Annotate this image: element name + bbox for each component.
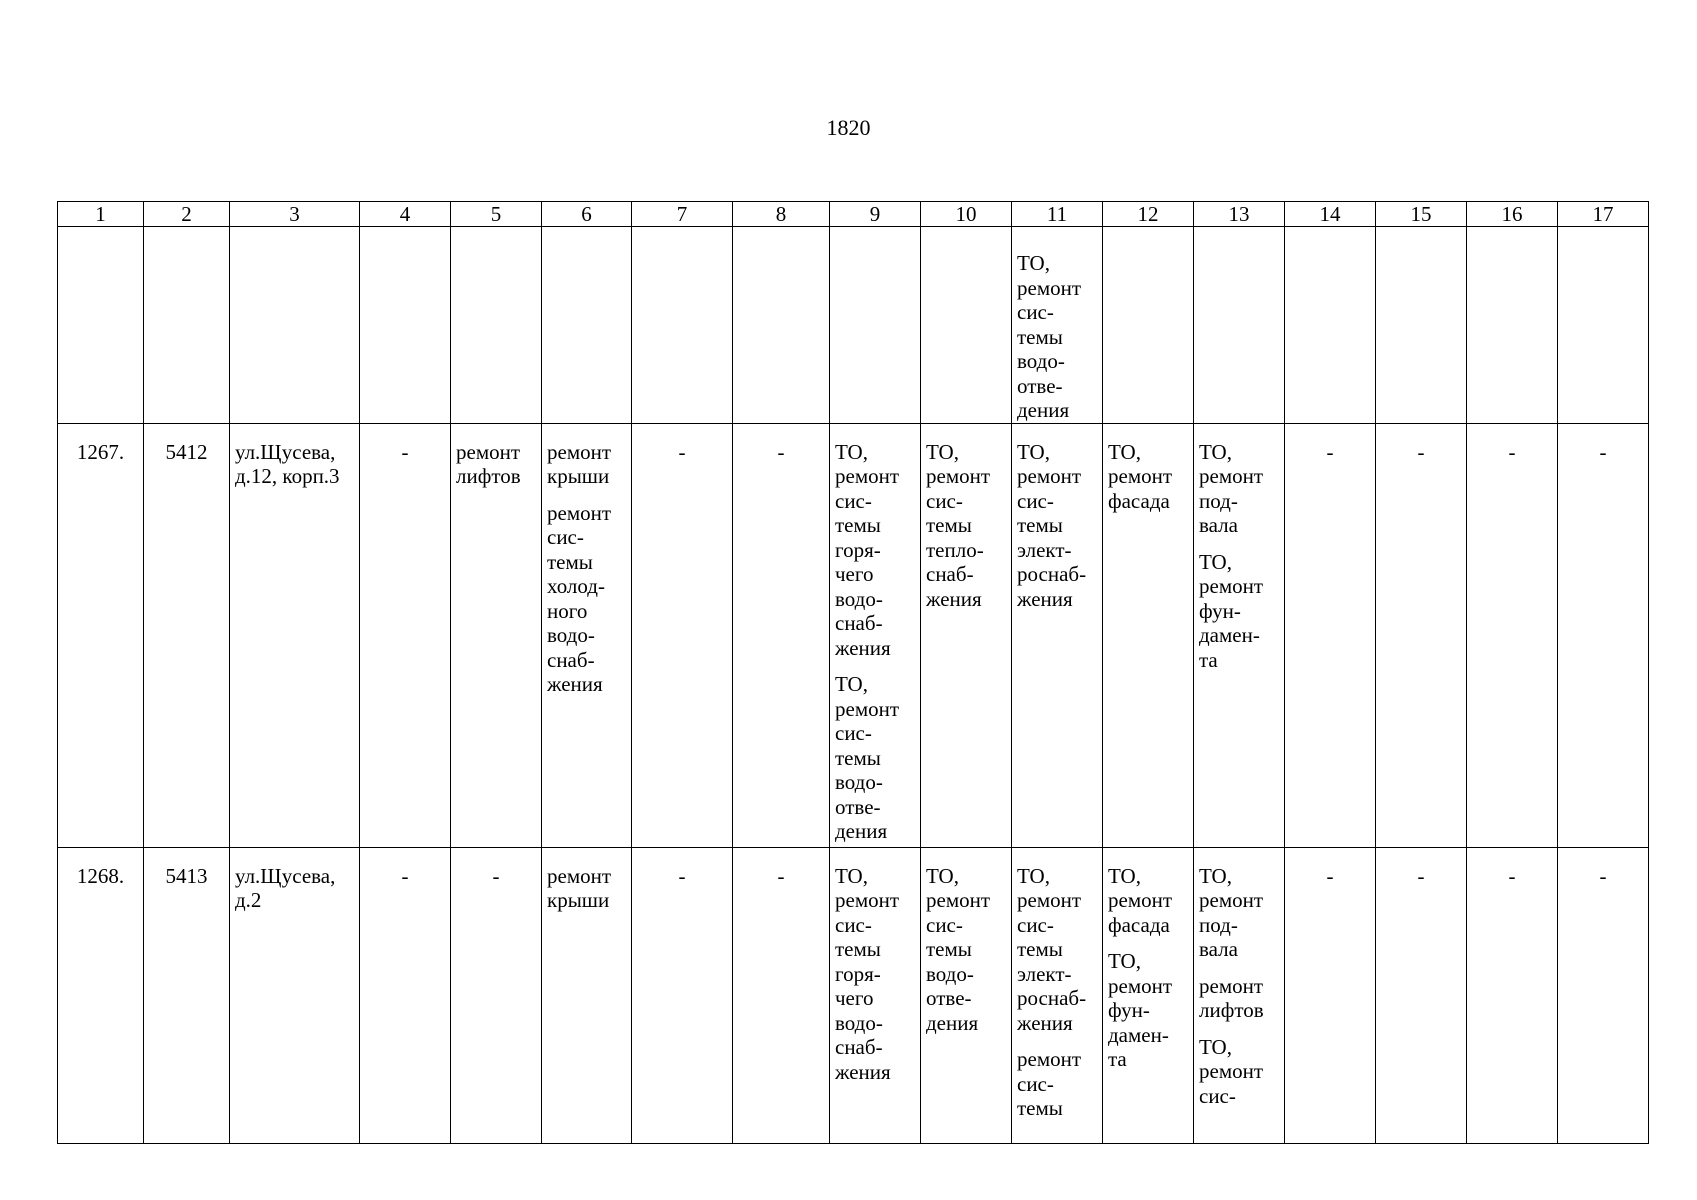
table-cell-col-17	[1558, 847, 1649, 1143]
table-cell-col-6	[542, 423, 632, 847]
table-cell-col-16	[1467, 423, 1558, 847]
table-cell-col-3	[230, 227, 360, 424]
cell-text: ТО, ремонт фасада	[1108, 439, 1173, 513]
table-row	[58, 847, 1649, 1143]
table-cell-col-10	[921, 227, 1012, 424]
repair-schedule-table	[57, 201, 1649, 1144]
cell-text: ТО, ремонт сис- темы водо- отве- дения	[835, 672, 900, 843]
column-header-11: 11	[1012, 202, 1103, 227]
table-cell-col-1	[58, 227, 144, 424]
column-header-4: 4	[360, 202, 451, 227]
column-header-17: 17	[1558, 202, 1649, 227]
column-header-6: 6	[542, 202, 632, 227]
table-cell-col-15	[1376, 227, 1467, 424]
page-number: 1820	[826, 115, 871, 140]
cell-text: ремонт сис- темы	[1017, 1047, 1082, 1120]
cell-text: -	[492, 863, 500, 888]
cell-text: ТО, ремонт сис-	[1199, 1034, 1264, 1108]
cell-text: -	[678, 439, 686, 464]
column-header-1: 1	[58, 202, 144, 227]
cell-text: ТО, ремонт сис- темы горя- чего водо- снаб- жения	[835, 439, 900, 660]
cell-text: ТО, ремонт сис- темы водо- отве- дения	[926, 863, 991, 1035]
cell-text: -	[401, 439, 409, 464]
cell-text: ТО, ремонт фун- дамен- та	[1108, 949, 1173, 1071]
cell-text: 1268.	[76, 863, 125, 888]
cell-text: ремонт сис- темы холод- ного водо- снаб- жения	[547, 500, 612, 696]
table-cell-col-2	[144, 847, 230, 1143]
table-header-row	[58, 202, 1649, 227]
table-cell-col-8	[733, 423, 830, 847]
column-header-16: 16	[1467, 202, 1558, 227]
cell-text: -	[1599, 439, 1607, 464]
table-cell-col-11	[1012, 847, 1103, 1143]
column-header-9: 9	[830, 202, 921, 227]
cell-text: 5412	[165, 439, 208, 464]
table-cell-col-13	[1194, 847, 1285, 1143]
table-cell-col-14	[1285, 227, 1376, 424]
cell-text: ремонт лифтов	[456, 439, 521, 488]
column-header-15: 15	[1376, 202, 1467, 227]
cell-text: -	[1508, 439, 1516, 464]
table-cell-col-6	[542, 847, 632, 1143]
table-cell-col-3	[230, 423, 360, 847]
table-cell-col-9	[830, 227, 921, 424]
table-cell-col-1	[58, 423, 144, 847]
cell-text: -	[1326, 439, 1334, 464]
cell-text: ремонт крыши	[547, 439, 612, 488]
cell-text: ТО, ремонт под- вала	[1199, 439, 1264, 537]
table-cell-col-4	[360, 227, 451, 424]
table-cell-col-4	[360, 847, 451, 1143]
column-header-7: 7	[632, 202, 733, 227]
cell-text: -	[401, 863, 409, 888]
table-cell-col-2	[144, 227, 230, 424]
cell-text: -	[678, 863, 686, 888]
column-header-8: 8	[733, 202, 830, 227]
cell-text: ТО, ремонт фасада	[1108, 863, 1173, 937]
cell-text: -	[1326, 863, 1334, 888]
cell-text: ТО, ремонт сис- темы горя- чего водо- снаб- жения	[835, 863, 900, 1084]
column-header-10: 10	[921, 202, 1012, 227]
column-header-2: 2	[144, 202, 230, 227]
cell-text: ул.Щусева, д.12, корп.3	[235, 439, 340, 488]
table-cell-col-13	[1194, 423, 1285, 847]
table-cell-col-10	[921, 423, 1012, 847]
table-cell-col-11	[1012, 423, 1103, 847]
cell-text: ТО, ремонт сис- темы элект- роснаб- жения	[1017, 863, 1087, 1035]
cell-text: ремонт лифтов	[1199, 973, 1264, 1022]
column-header-14: 14	[1285, 202, 1376, 227]
table-cell-col-8	[733, 847, 830, 1143]
table-cell-col-1	[58, 847, 144, 1143]
table-cell-col-17	[1558, 423, 1649, 847]
table-cell-col-9	[830, 423, 921, 847]
cell-text: ТО, ремонт под- вала	[1199, 863, 1264, 961]
cell-text: ТО, ремонт сис- темы тепло- снаб- жения	[926, 439, 991, 611]
table-cell-col-8	[733, 227, 830, 424]
cell-text: ТО, ремонт фун- дамен- та	[1199, 549, 1264, 672]
cell-text: 1267.	[76, 439, 125, 464]
column-header-5: 5	[451, 202, 542, 227]
table-cell-col-6	[542, 227, 632, 424]
table-cell-col-15	[1376, 423, 1467, 847]
table-cell-col-7	[632, 847, 733, 1143]
cell-text: -	[1417, 439, 1425, 464]
cell-text: -	[1599, 863, 1607, 888]
cell-text: ул.Щусева, д.2	[235, 863, 336, 912]
cell-text: -	[777, 863, 785, 888]
cell-text: ТО, ремонт сис- темы элект- роснаб- жения	[1017, 439, 1087, 611]
cell-text: -	[1508, 863, 1516, 888]
table-cell-col-5	[451, 227, 542, 424]
table-cell-col-7	[632, 423, 733, 847]
table-cell-col-3	[230, 847, 360, 1143]
table-row	[58, 423, 1649, 847]
table-cell-col-5	[451, 423, 542, 847]
table-cell-col-16	[1467, 227, 1558, 424]
table-cell-col-12	[1103, 227, 1194, 424]
column-header-12: 12	[1103, 202, 1194, 227]
cell-text: 5413	[165, 863, 208, 888]
table-cell-col-14	[1285, 423, 1376, 847]
table-cell-col-4	[360, 423, 451, 847]
table-cell-col-7	[632, 227, 733, 424]
table-cell-col-11	[1012, 227, 1103, 424]
table-cell-col-2	[144, 423, 230, 847]
table-cell-col-17	[1558, 227, 1649, 424]
column-header-3: 3	[230, 202, 360, 227]
table-cell-col-13	[1194, 227, 1285, 424]
table-cell-col-12	[1103, 423, 1194, 847]
table-cell-col-15	[1376, 847, 1467, 1143]
cell-text: -	[1417, 863, 1425, 888]
table-cell-col-14	[1285, 847, 1376, 1143]
table-cell-col-16	[1467, 847, 1558, 1143]
column-header-13: 13	[1194, 202, 1285, 227]
table-cell-col-9	[830, 847, 921, 1143]
cell-text: -	[777, 439, 785, 464]
cell-text: ТО, ремонт сис- темы водо- отве- дения	[1017, 251, 1082, 422]
cell-text: ремонт крыши	[547, 863, 612, 912]
table-row	[58, 227, 1649, 424]
table-cell-col-5	[451, 847, 542, 1143]
table-cell-col-10	[921, 847, 1012, 1143]
table-cell-col-12	[1103, 847, 1194, 1143]
